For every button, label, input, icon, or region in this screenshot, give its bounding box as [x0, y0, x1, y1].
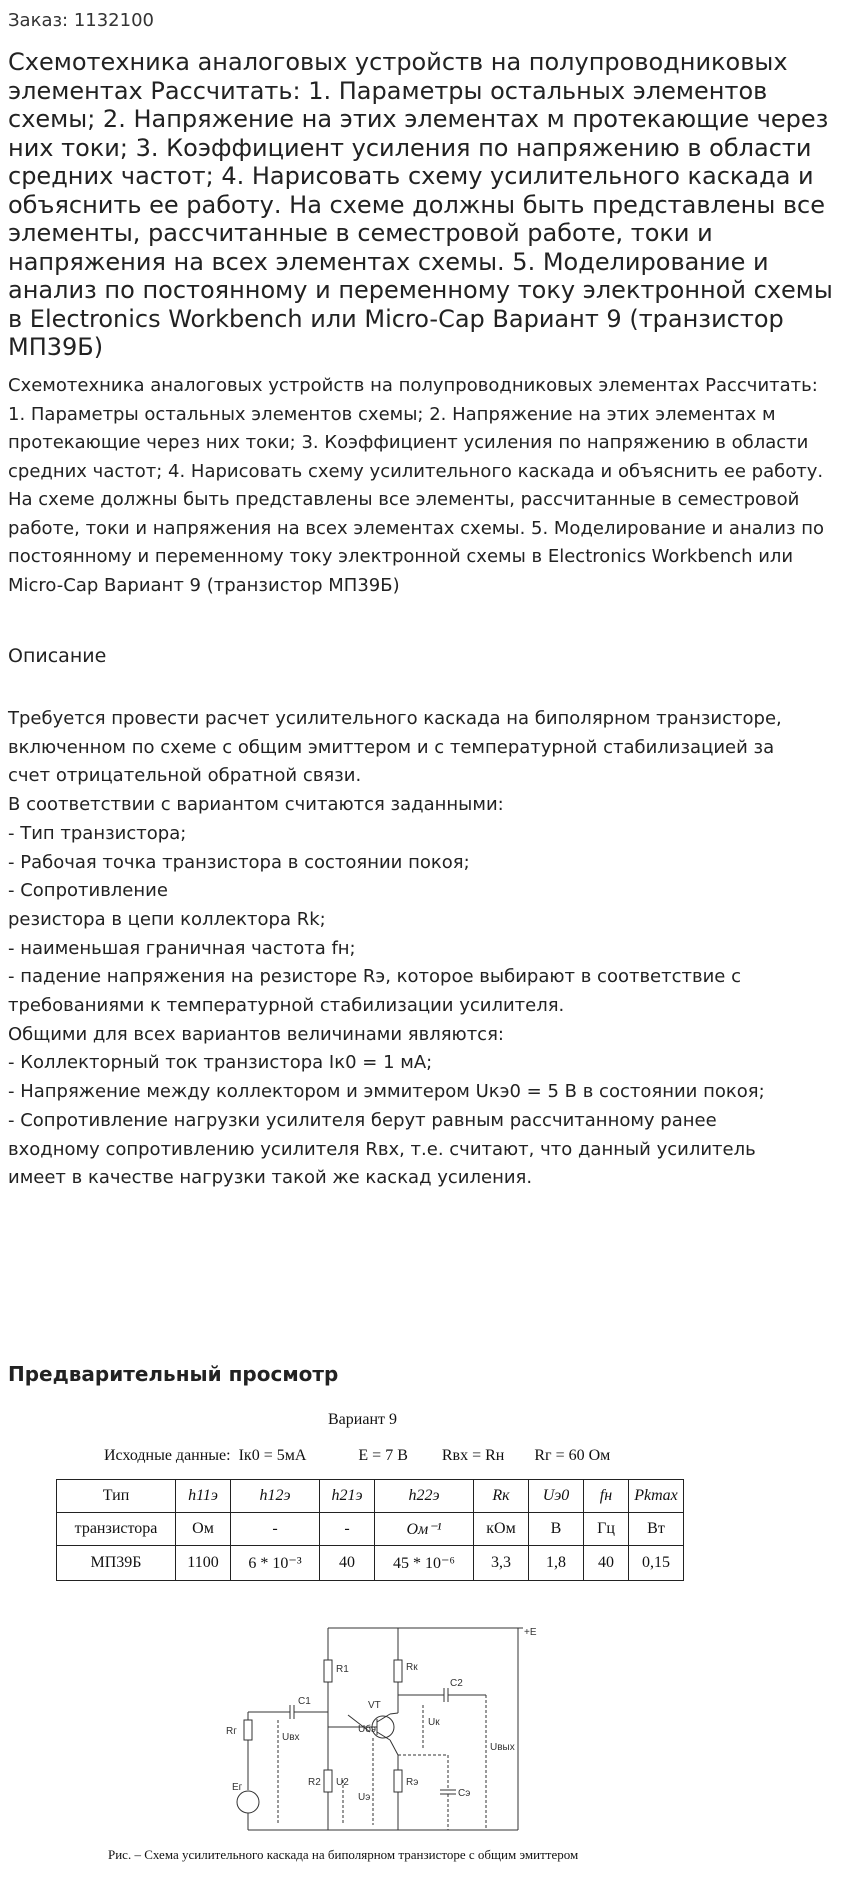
- parameters-table: [56, 1479, 684, 1581]
- table-header-cell: -: [231, 1513, 320, 1546]
- order-number: Заказ: 1132100: [8, 10, 154, 31]
- table-cell: МП39Б: [57, 1546, 176, 1581]
- table-header-cell: h11э: [176, 1480, 231, 1513]
- description-body: [8, 705, 838, 1193]
- table-header-cell: Pkmax: [629, 1480, 684, 1513]
- description-line: Требуется провести расчет усилительного каскада на биполярном транзисторе,: [8, 708, 782, 729]
- description-line: - Напряжение между коллектором и эммитером Uкэ0 = 5 В в состоянии покоя;: [8, 1081, 765, 1103]
- table-header-cell: Ом: [176, 1513, 231, 1546]
- table-cell: 6 * 10⁻³: [231, 1546, 320, 1581]
- description-line: - падение напряжения на резисторе Rэ, которое выбирают в соответствие с: [8, 966, 741, 988]
- label-u2: U2: [336, 1777, 349, 1788]
- label-vt: VT: [368, 1700, 381, 1711]
- given-label: Исходные данные:: [104, 1447, 231, 1464]
- label-uk: Uк: [428, 1717, 440, 1728]
- description-line: - Коллекторный ток транзистора Iк0 = 1 мА;: [8, 1052, 433, 1074]
- given-e: E = 7 В: [358, 1447, 408, 1464]
- label-ube: Uбэ: [358, 1724, 376, 1735]
- lead-text: Схемотехника аналоговых устройств на полупроводниковых элементах Рассчитать: 1. Параметры остальных элементов схемы; 2. Напряжение на этих элементах м протекающие через них токи; 3. Коэффициент усиления по напряжению в области средних частот; 4. Нарисовать схему усилительного каскада и объяснить ее работу. На схеме должны быть представлены все элементы, рассчитанные в семестровой работе, токи и напряжения на всех элементах схемы. 5. Моделирование и анализ по постоянному и переменному току электронной схемы в Electronics Workbench или Micro-Cap Вариант 9 (транзистор МП39Б): [8, 375, 825, 596]
- table-cell: 1100: [176, 1546, 231, 1581]
- table-header-cell: h22э: [375, 1480, 474, 1513]
- label-rg: Rг: [226, 1726, 237, 1737]
- label-c2: C2: [450, 1678, 463, 1689]
- table-header-cell: Uэ0: [529, 1480, 584, 1513]
- description-line: - Сопротивление: [8, 880, 168, 902]
- table-header-cell: В: [529, 1513, 584, 1546]
- table-cell: 45 * 10⁻⁶: [375, 1546, 474, 1581]
- description-line: - Тип транзистора;: [8, 822, 187, 844]
- description-line: - Сопротивление нагрузки усилителя берут равным рассчитанному ранее: [8, 1109, 717, 1131]
- table-header-cell: Вт: [629, 1513, 684, 1546]
- page-title: Схемотехника аналоговых устройств на полупроводниковых элементах Рассчитать: 1. Параметры остальных элементов схемы; 2. Напряжение на этих элементах м протекающие через них токи; 3. Коэффициент усиления по напряжению в области средних частот; 4. Нарисовать схему усилительного каскада и объяснить ее работу. На схеме должны быть представлены все элементы, рассчитанные в семестровой работе, токи и напряжения на всех элементах схемы. 5. Моделирование и анализ по постоянному и переменному току электронной схемы в Electronics Workbench или Micro-Cap Вариант 9 (транзистор МП39Б): [8, 48, 833, 361]
- table-header-cell: Гц: [584, 1513, 629, 1546]
- table-cell: 1,8: [529, 1546, 584, 1581]
- description-line: входному сопротивлению усилителя Rвх, т.е. считают, что данный усилитель: [8, 1138, 756, 1160]
- given-rvh: Rвх = Rн: [441, 1447, 505, 1464]
- table-cell: 0,15: [629, 1546, 684, 1581]
- label-plus-e: +E: [524, 1627, 537, 1638]
- description-line: В соответствии с вариантом считаются заданными:: [8, 794, 504, 816]
- description-line: - наименьшая граничная частота fн;: [8, 937, 356, 959]
- label-eg: Eг: [232, 1782, 243, 1793]
- description-line: Общими для всех вариантов величинами являются:: [8, 1023, 504, 1045]
- label-rk: Rк: [406, 1662, 418, 1673]
- table-header-cell: h21э: [320, 1480, 375, 1513]
- table-header-cell: Тип: [57, 1480, 176, 1513]
- description-line: включенном по схеме с общим эмиттером и с температурной стабилизацией за: [8, 736, 775, 758]
- description-line: имеет в качестве нагрузки такой же каскад усиления.: [8, 1167, 533, 1189]
- description-line: требованиями к температурной стабилизации усилителя.: [8, 995, 565, 1017]
- table-header-cell: Ом⁻¹: [375, 1513, 474, 1546]
- given-rg: Rг = 60 Ом: [534, 1447, 611, 1464]
- given-data: [104, 1447, 610, 1465]
- table-header-cell: fн: [584, 1480, 629, 1513]
- table-header-cell: кОм: [474, 1513, 529, 1546]
- variant-label: Вариант 9: [328, 1411, 397, 1428]
- table-header-cell: Rк: [474, 1480, 529, 1513]
- given-ik0: Iк0 = 5мА: [238, 1447, 307, 1464]
- description-line: - Рабочая точка транзистора в состоянии покоя;: [8, 851, 470, 873]
- description-line: счет отрицательной обратной связи.: [8, 765, 362, 787]
- figure-caption: Рис. – Схема усилительного каскада на биполярном транзисторе с общим эмиттером: [108, 1847, 579, 1862]
- label-re: Rэ: [406, 1777, 419, 1788]
- table-cell: 3,3: [474, 1546, 529, 1581]
- table-header-cell: h12э: [231, 1480, 320, 1513]
- table-cell: 40: [584, 1546, 629, 1581]
- description-line: резистора в цепи коллектора Rk;: [8, 908, 326, 930]
- table-header-cell: -: [320, 1513, 375, 1546]
- label-r2: R2: [308, 1777, 321, 1788]
- label-ce: Cэ: [458, 1788, 471, 1799]
- preview-heading: Предварительный просмотр: [8, 1362, 339, 1386]
- preview-image: [8, 1405, 838, 1890]
- label-uvh: Uвх: [282, 1732, 300, 1743]
- label-r1: R1: [336, 1664, 349, 1675]
- table-row: [57, 1546, 684, 1581]
- label-uvyh: Uвых: [490, 1742, 515, 1753]
- label-ue: Uэ: [358, 1792, 371, 1803]
- amplifier-schematic: [218, 1620, 538, 1845]
- table-cell: 40: [320, 1546, 375, 1581]
- label-c1: C1: [298, 1696, 311, 1707]
- description-heading: Описание: [8, 645, 107, 667]
- table-header-cell: транзистора: [57, 1513, 176, 1546]
